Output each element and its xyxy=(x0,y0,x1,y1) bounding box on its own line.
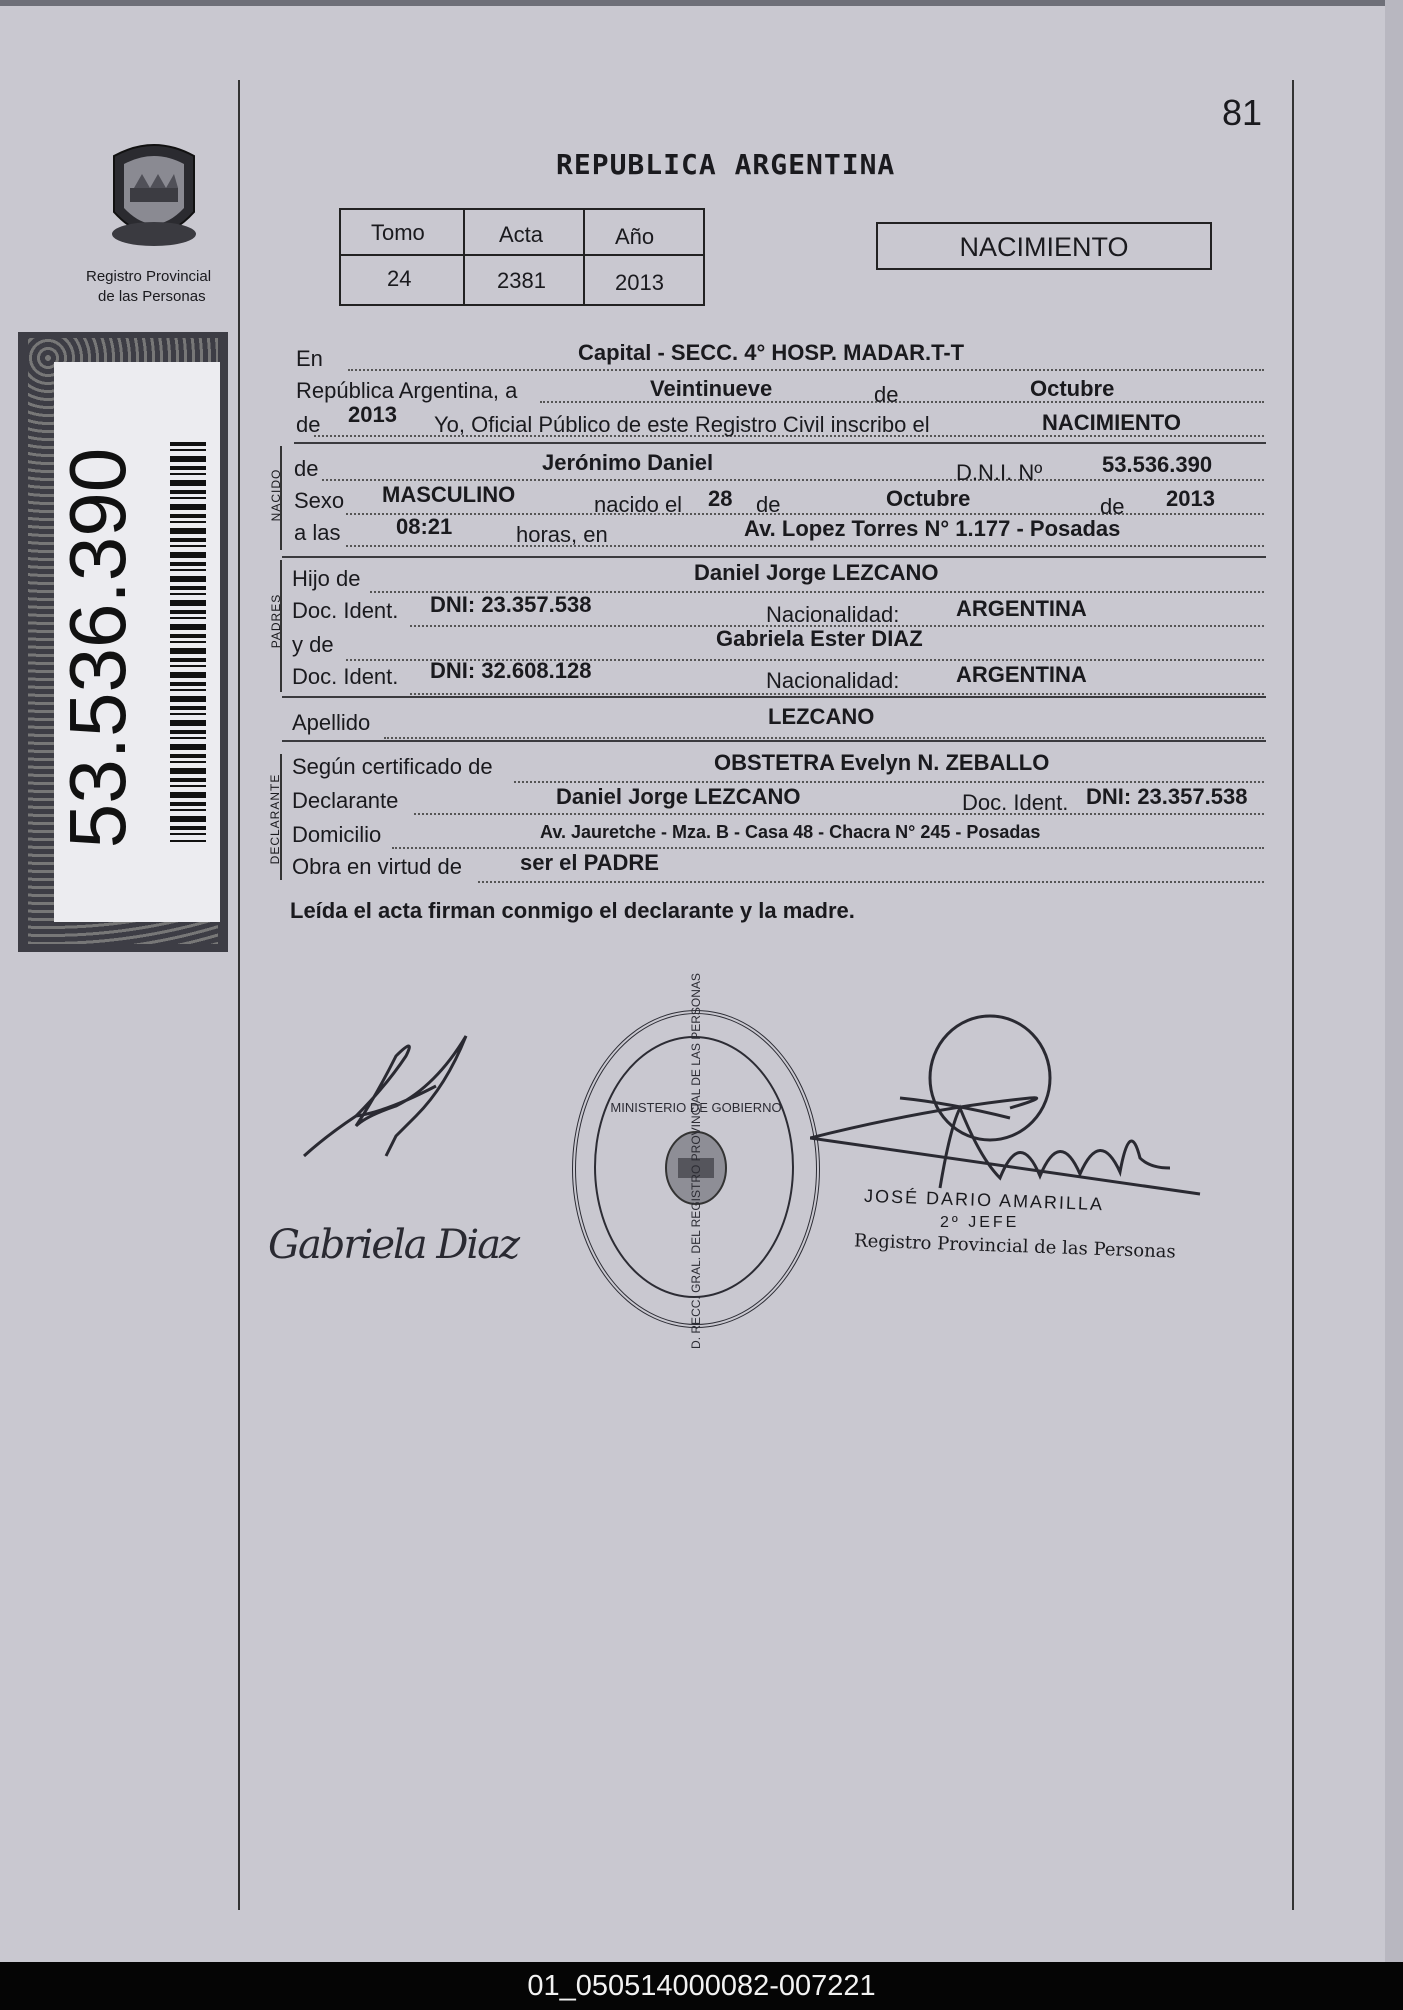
label-declarante: Declarante xyxy=(292,788,399,813)
scan-top-edge xyxy=(0,0,1403,6)
label-hijo-de: Hijo de xyxy=(292,566,361,591)
label-en: En xyxy=(296,346,323,371)
declarant-signature xyxy=(296,1016,496,1166)
table-value-anio: 2013 xyxy=(615,270,664,295)
country-title: REPUBLICA ARGENTINA xyxy=(556,148,896,181)
value-padre: Daniel Jorge LEZCANO xyxy=(694,560,939,585)
act-type: NACIMIENTO xyxy=(959,232,1129,262)
label-de-nombre: de xyxy=(294,456,319,481)
label-doc-madre: Doc. Ident. xyxy=(292,664,399,689)
label-apellido: Apellido xyxy=(292,710,371,735)
value-obra: ser el PADRE xyxy=(520,850,659,875)
official-signature xyxy=(810,1008,1210,1198)
value-madre: Gabriela Ester DIAZ xyxy=(716,626,923,651)
page-number: 81 xyxy=(1222,92,1263,133)
label-de-2: de xyxy=(296,412,321,437)
value-dia-letras: Veintinueve xyxy=(650,376,773,401)
label-dni: D.N.I. Nº xyxy=(956,460,1043,485)
section-declarante: DECLARANTE xyxy=(268,773,282,865)
closing-statement: Leída el acta firman conmigo el declarante y la madre. xyxy=(290,898,855,923)
left-margin-line xyxy=(238,80,240,1910)
leader xyxy=(514,780,1264,783)
leader xyxy=(414,812,1264,815)
value-nombre: Jerónimo Daniel xyxy=(542,450,714,475)
leader xyxy=(478,880,1264,883)
table-header-acta: Acta xyxy=(499,222,544,247)
shield-icon xyxy=(100,136,208,260)
table-value-acta: 2381 xyxy=(497,268,546,293)
label-de-anio: de xyxy=(1100,494,1125,519)
label-horas-en: horas, en xyxy=(516,522,608,547)
table-value-tomo: 24 xyxy=(387,266,412,291)
value-mes-inscripcion: Octubre xyxy=(1030,376,1115,401)
label-y-de: y de xyxy=(292,632,334,657)
seal-outer-text: D. RECC. GRAL. DEL REGISTRO PROVINCIAL DE LAS PERSONAS xyxy=(689,973,703,1349)
dni-stamp-number: 53.536.390 xyxy=(53,447,142,849)
label-doc-declarante: Doc. Ident. xyxy=(962,790,1069,815)
rule-4 xyxy=(282,740,1266,742)
registry-table xyxy=(339,208,705,306)
table-header-anio: Año xyxy=(615,224,655,249)
official-seal xyxy=(572,973,820,1349)
label-de-1: de xyxy=(874,382,899,407)
right-margin-line xyxy=(1292,80,1294,1910)
official-office: Registro Provincial de las Personas xyxy=(853,1230,1177,1263)
label-nac-padre: Nacionalidad: xyxy=(766,602,900,627)
value-anio-inscripcion: 2013 xyxy=(348,402,397,427)
mother-signature: Gabriela Diaz xyxy=(268,1222,519,1268)
footer-code: 01_050514000082-007221 xyxy=(0,1962,1403,2010)
label-nacido-el: nacido el xyxy=(594,492,683,517)
value-hora: 08:21 xyxy=(396,514,453,539)
leader xyxy=(346,512,1264,515)
dni-barcode-stamp xyxy=(18,332,228,952)
label-obra: Obra en virtud de xyxy=(292,854,462,879)
value-declarante: Daniel Jorge LEZCANO xyxy=(556,784,801,809)
rule-3 xyxy=(282,696,1266,698)
label-doc-padre: Doc. Ident. xyxy=(292,598,399,623)
rule-2 xyxy=(282,556,1266,558)
official-title: 2º JEFE xyxy=(940,1214,1020,1231)
label-nac-madre: Nacionalidad: xyxy=(766,668,900,693)
leader xyxy=(392,846,1264,849)
seal-inner-text: MINISTERIO DE GOBIERNO xyxy=(610,1100,782,1115)
value-acto: NACIMIENTO xyxy=(1042,410,1181,435)
section-nacido: NACIDO xyxy=(269,468,283,522)
label-sexo: Sexo xyxy=(294,488,345,513)
section-padres: PADRES xyxy=(269,593,283,649)
rule-1 xyxy=(294,442,1266,444)
value-dni: 53.536.390 xyxy=(1102,452,1213,477)
value-certificado: OBSTETRA Evelyn N. ZEBALLO xyxy=(714,750,1050,775)
value-lugar: Capital - SECC. 4° HOSP. MADAR.T-T xyxy=(578,340,965,365)
value-padre-doc: DNI: 23.357.538 xyxy=(430,592,592,617)
label-de-mes: de xyxy=(756,492,781,517)
value-mes-nac: Octubre xyxy=(886,486,971,511)
value-apellido: LEZCANO xyxy=(768,704,875,729)
table-header-tomo: Tomo xyxy=(371,220,425,245)
value-declarante-doc: DNI: 23.357.538 xyxy=(1086,784,1248,809)
label-yo-oficial: Yo, Oficial Público de este Registro Civil inscribo el xyxy=(434,412,930,437)
value-dia-nac: 28 xyxy=(708,486,733,511)
province-logo xyxy=(100,136,208,260)
scan-right-edge xyxy=(1385,0,1403,1962)
leader xyxy=(322,478,1264,481)
label-a-las: a las xyxy=(294,520,341,545)
leader xyxy=(540,400,1264,403)
logo-caption-1: Registro Provincial xyxy=(86,268,212,285)
barcode xyxy=(170,442,206,842)
label-republica: República Argentina, a xyxy=(296,378,518,403)
value-padre-nac: ARGENTINA xyxy=(956,596,1087,621)
value-madre-doc: DNI: 32.608.128 xyxy=(430,658,592,683)
label-segun: Según certificado de xyxy=(292,754,493,779)
value-sexo: MASCULINO xyxy=(382,482,516,507)
value-madre-nac: ARGENTINA xyxy=(956,662,1087,687)
leader xyxy=(384,736,1264,739)
act-type-box xyxy=(876,222,1212,270)
value-domicilio: Av. Jauretche - Mza. B - Casa 48 - Chacra N° 245 - Posadas xyxy=(540,822,1041,842)
leader xyxy=(346,544,1264,547)
logo-caption-2: de las Personas xyxy=(98,288,206,305)
value-lugar-nac: Av. Lopez Torres N° 1.177 - Posadas xyxy=(744,516,1121,541)
value-anio-nac: 2013 xyxy=(1166,486,1215,511)
official-name: JOSÉ DARIO AMARILLA xyxy=(863,1185,1105,1215)
label-domicilio: Domicilio xyxy=(292,822,382,847)
leader xyxy=(348,368,1264,371)
